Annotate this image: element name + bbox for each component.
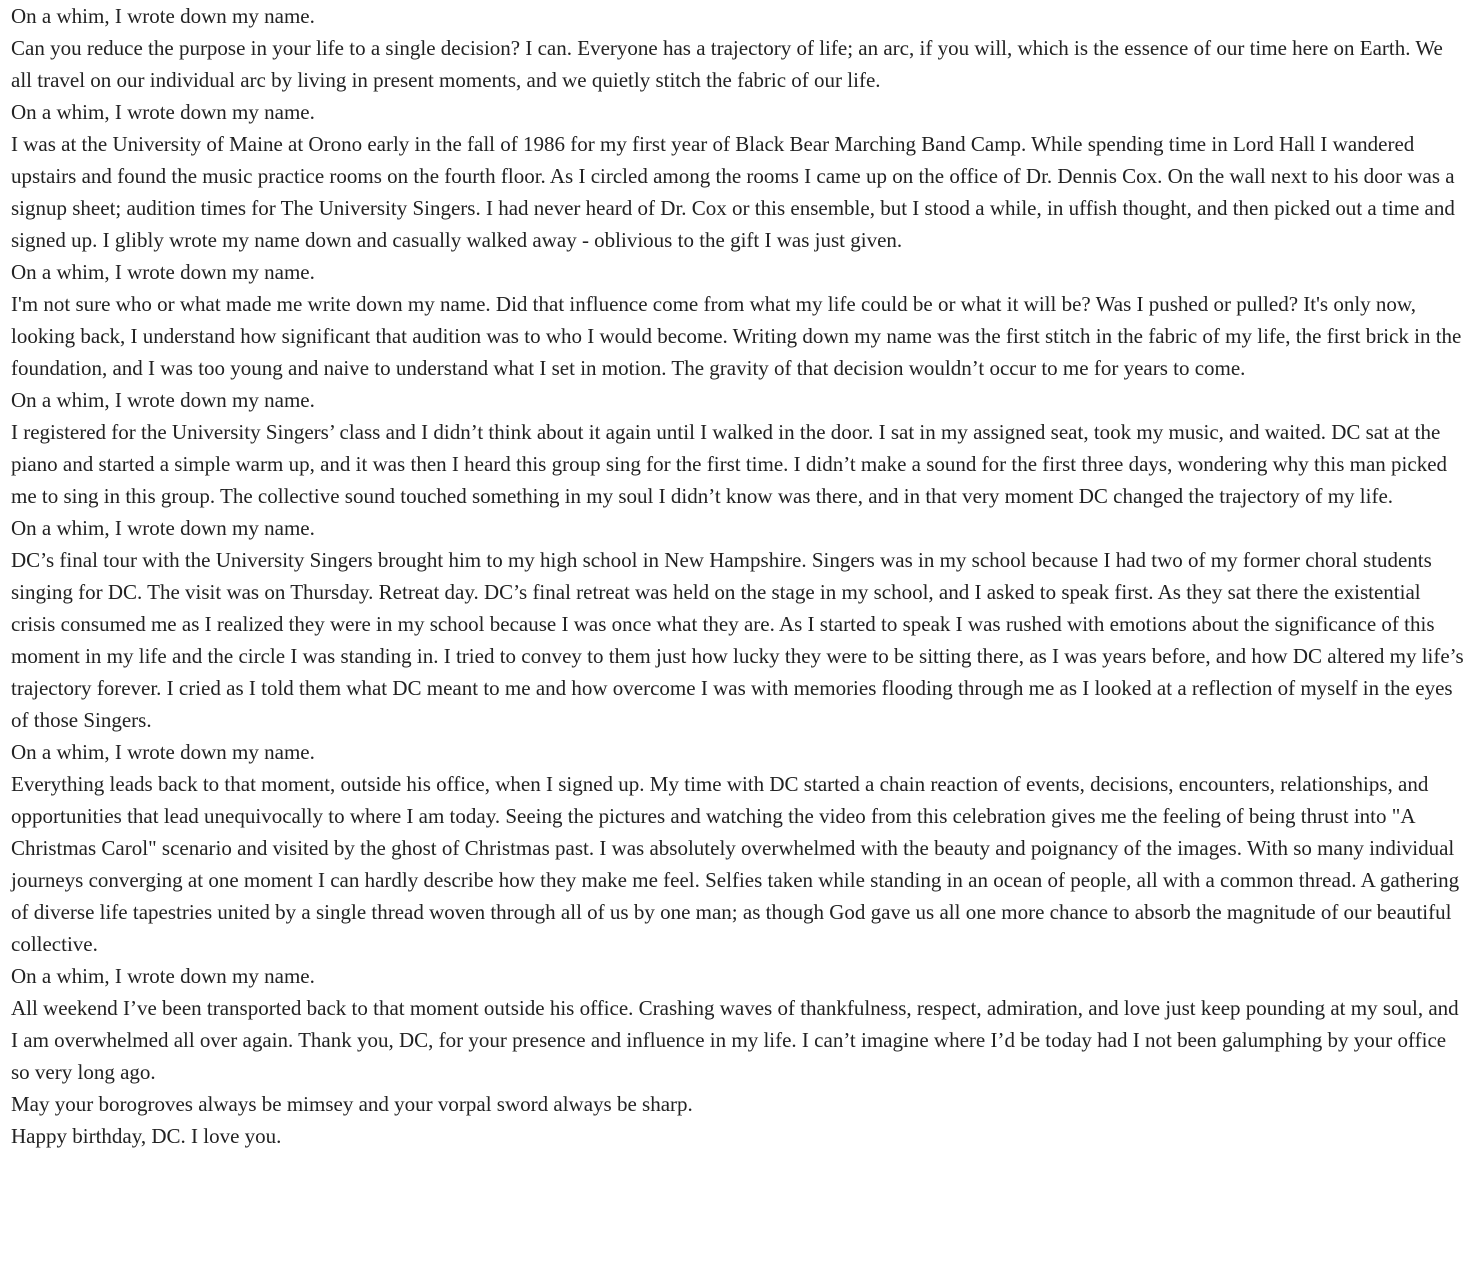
- refrain-line: On a whim, I wrote down my name.: [11, 100, 315, 124]
- paragraph-all-weekend: All weekend I’ve been transported back to that moment outside his office. Crashing waves of thankfulness, respect, admiration, and love just keep pounding at my soul, and I am overwhelmed all over again. Thank you, DC, for your presence and influence in my life. I can’t imagine where I’d be today had I not been galumphing by your office so very long ago.: [11, 996, 1459, 1084]
- paragraph-registered: I registered for the University Singers’ class and I didn’t think about it again until I walked in the door. I sat in my assigned seat, took my music, and waited. DC sat at the piano and started a simple warm up, and it was then I heard this group sing for the first time. I didn’t make a sound for the first three days, wondering why this man picked me to sing in this group. The collective sound touched something in my soul I didn’t know was there, and in that very moment DC changed the trajectory of my life.: [11, 420, 1448, 508]
- refrain-line: On a whim, I wrote down my name.: [11, 388, 315, 412]
- paragraph-purpose: Can you reduce the purpose in your life to a single decision? I can. Everyone has a trajectory of life; an arc, if you will, which is the essence of our time here on Earth. We all travel on our individual arc by living in present moments, and we quietly stitch the fabric of our life.: [11, 36, 1443, 92]
- paragraph-not-sure: I'm not sure who or what made me write down my name. Did that influence come from what my life could be or what it will be? Was I pushed or pulled? It's only now, looking back, I understand how significant that audition was to who I would become. Writing down my name was the first stitch in the fabric of my life, the first brick in the foundation, and I was too young and naive to understand what I set in motion. The gravity of that decision wouldn’t occur to me for years to come.: [11, 292, 1462, 380]
- paragraph-everything-leads: Everything leads back to that moment, outside his office, when I signed up. My time with DC started a chain reaction of events, decisions, encounters, relationships, and opportunities that lead unequivocally to where I am today. Seeing the pictures and watching the video from this celebration gives me the feeling of being thrust into "A Christmas Carol" scenario and visited by the ghost of Christmas past. I was absolutely overwhelmed with the beauty and poignancy of the images. With so many individual journeys converging at one moment I can hardly describe how they make me feel. Selfies taken while standing in an ocean of people, all with a common thread. A gathering of diverse life tapestries united by a single thread woven through all of us by one man; as though God gave us all one more chance to absorb the magnitude of our beautiful collective.: [11, 772, 1460, 956]
- refrain-line: On a whim, I wrote down my name.: [11, 964, 315, 988]
- paragraph-happy-birthday: Happy birthday, DC. I love you.: [11, 1124, 282, 1148]
- refrain-line: On a whim, I wrote down my name.: [11, 4, 315, 28]
- refrain-line: On a whim, I wrote down my name.: [11, 260, 315, 284]
- refrain-line: On a whim, I wrote down my name.: [11, 740, 315, 764]
- paragraph-final-tour: DC’s final tour with the University Singers brought him to my high school in New Hampshire. Singers was in my school because I had two of my former choral students singing for DC. The visit was on Thursday. Retreat day. DC’s final retreat was held on the stage in my school, and I asked to speak first. As they sat there the existential crisis consumed me as I realized they were in my school because I was once what they are. As I started to speak I was rushed with emotions about the significance of this moment in my life and the circle I was standing in. I tried to convey to them just how lucky they were to be sitting there, as I was years before, and how DC altered my life’s trajectory forever. I cried as I told them what DC meant to me and how overcome I was with memories flooding through me as I looked at a reflection of myself in the eyes of those Singers.: [11, 548, 1464, 732]
- paragraph-borogroves: May your borogroves always be mimsey and your vorpal sword always be sharp.: [11, 1092, 693, 1116]
- refrain-line: On a whim, I wrote down my name.: [11, 516, 315, 540]
- paragraph-orono: I was at the University of Maine at Orono early in the fall of 1986 for my first year of Black Bear Marching Band Camp. While spending time in Lord Hall I wandered upstairs and found the music practice rooms on the fourth floor. As I circled among the rooms I came up on the office of Dr. Dennis Cox. On the wall next to his door was a signup sheet; audition times for The University Singers. I had never heard of Dr. Cox or this ensemble, but I stood a while, in uffish thought, and then picked out a time and signed up. I glibly wrote my name down and casually walked away - oblivious to the gift I was just given.: [11, 132, 1455, 252]
